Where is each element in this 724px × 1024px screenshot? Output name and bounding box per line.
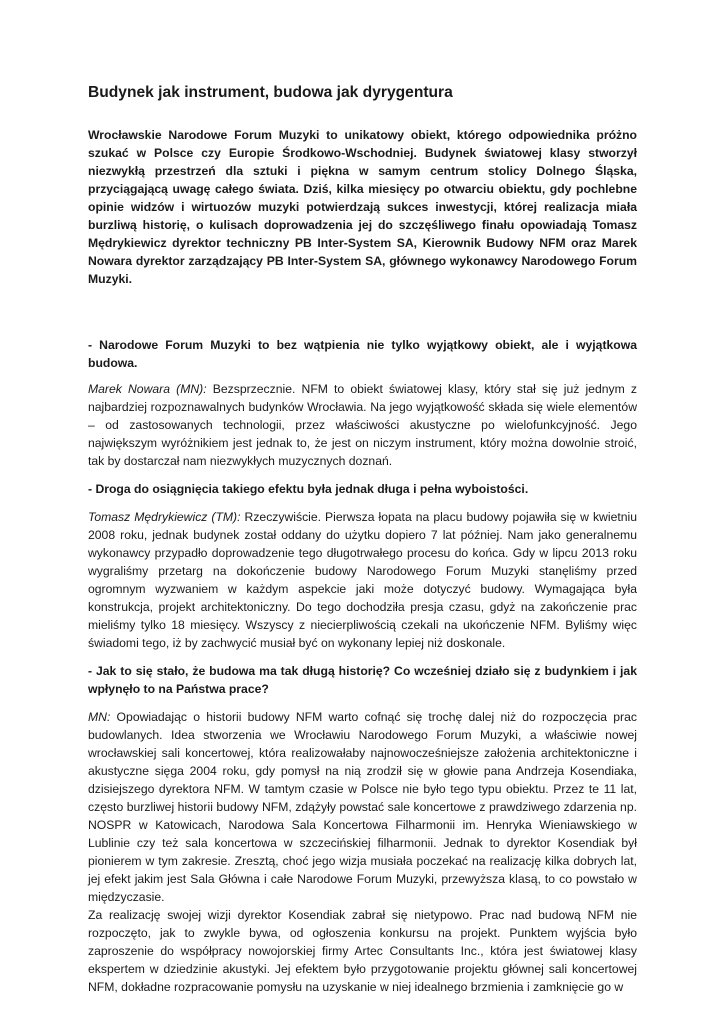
document-page bbox=[88, 82, 637, 996]
question-3: - Jak to się stało, że budowa ma tak długą historię? Co wcześniej działo się z budynkiem i jak wpłynęło to na Państwa prace? bbox=[88, 664, 637, 696]
answer-3-continued: Za realizację swojej wizji dyrektor Kosendiak zabrał się nietypowo. Prac nad budową NFM nie rozpoczęto, jak to zwykle bywa, od ogłoszenia konkursu na projekt. Punktem wyjścia było zaproszenie do współpracy nowojorskiej firmy Artec Consultants Inc., która jest światowej klasy ekspertem w dziedzinie akustyki. Jej efektem było przygotowanie projektu głównej sali koncertowej NFM, dokładne rozpracowanie pomysłu na uzyskanie w niej idealnego brzmienia i zamknięcie go w bbox=[88, 908, 637, 994]
speaker-label: MN: bbox=[88, 710, 111, 724]
answer-2 bbox=[88, 508, 637, 652]
answer-text: Opowiadając o historii budowy NFM warto cofnąć się trochę dalej niż do rozpoczęcia prac budowlanych. Idea stworzenia we Wrocławiu Narodowego Forum Muzyki, a właściwie nowej wrocławskiej sali koncertowej, która realizowałaby najnowocześniejsze założenia architektoniczne i akustyczne sięga 2004 roku, gdy pomysł na nią zrodził się w głowie pana Andrzeja Kosendiaka, dzisiejszego dyrektora NFM. W tamtym czasie w Polsce nie było tego typu obiektu. Przez te 11 lat, często burzliwej historii budowy NFM, zdążyły powstać sale koncertowe z prawdziwego zdarzenia np. NOSPR w Katowicach, Narodowa Sala Koncertowa Filharmonii im. Henryka Wieniawskiego w Lublinie czy też sala koncertowa w szczecińskiej filharmonii. Jednak to dyrektor Kosendiak był pionierem w tym zakresie. Zresztą, choć jego wizja musiała poczekać na realizację kilka dobrych lat, jej efekt jakim jest Sala Główna i całe Narodowe Forum Muzyki, przewyższa klasą, to co powstało w międzyczasie. bbox=[88, 710, 637, 904]
answer-text: Rzeczywiście. Pierwsza łopata na placu budowy pojawiła się w kwietniu 2008 roku, jednak budynek został oddany do użytku dopiero 7 lat później. Nam jako generalnemu wykonawcy przypadło doprowadzenie tego długotrwałego procesu do końca. Gdy w lipcu 2013 roku wygraliśmy przetarg na dokończenie budowy Narodowego Forum Muzyki stanęliśmy przed ogromnym wyzwaniem w każdym aspekcie jaki może dotyczyć budowy. Wymagająca była konstrukcja, projekt architektoniczny. Do tego dochodziła presja czasu, gdyż na zakończenie prac mieliśmy tylko 18 miesięcy. Wszyscy z niecierpliwością czekali na ukończenie NFM. Byliśmy więc świadomi tego, iż by zachwycić musiał być on wykonany lepiej niż doskonale. bbox=[88, 510, 637, 650]
answer-3 bbox=[88, 708, 637, 906]
speaker-label: Marek Nowara (MN): bbox=[88, 382, 207, 396]
question-2: - Droga do osiągnięcia takiego efektu była jednak długa i pełna wyboistości. bbox=[88, 482, 529, 496]
answer-1 bbox=[88, 380, 637, 470]
lead-paragraph: Wrocławskie Narodowe Forum Muzyki to unikatowy obiekt, którego odpowiednika próżno szukać w Polsce czy Europie Środkowo-Wschodniej. Budynek światowej klasy stworzył niezwykłą przestrzeń dla sztuki i piękna w samym centrum stolicy Dolnego Śląska, przyciągającą uwagę całego świata. Dziś, kilka miesięcy po otwarciu obiektu, gdy pochlebne opinie widzów i wirtuozów muzyki potwierdzają sukces inwestycji, której realizacja miała burzliwą historię, o kulisach doprowadzenia jej do szczęśliwego finału opowiadają Tomasz Mędrykiewicz dyrektor techniczny PB Inter-System SA, Kierownik Budowy NFM oraz Marek Nowara dyrektor zarządzający PB Inter-System SA, głównego wykonawcy Narodowego Forum Muzyki. bbox=[88, 128, 637, 286]
question-1: - Narodowe Forum Muzyki to bez wątpienia nie tylko wyjątkowy obiekt, ale i wyjątkowa budowa. bbox=[88, 338, 637, 370]
document-title: Budynek jak instrument, budowa jak dyrygentura bbox=[88, 84, 453, 101]
answer-text: Bezsprzecznie. NFM to obiekt światowej klasy, który stał się już jednym z najbardziej rozpoznawalnych budynków Wrocławia. Na jego wyjątkowość składa się wiele elementów – od zastosowanych technologii, przez właściwości akustyczne po wielofunkcyjność. Jego największym wyróżnikiem jest jednak to, że jest on niczym instrument, który można dowolnie stroić, tak by dostarczał nam niezwykłych muzycznych doznań. bbox=[88, 382, 637, 468]
speaker-label: Tomasz Mędrykiewicz (TM): bbox=[88, 510, 241, 524]
